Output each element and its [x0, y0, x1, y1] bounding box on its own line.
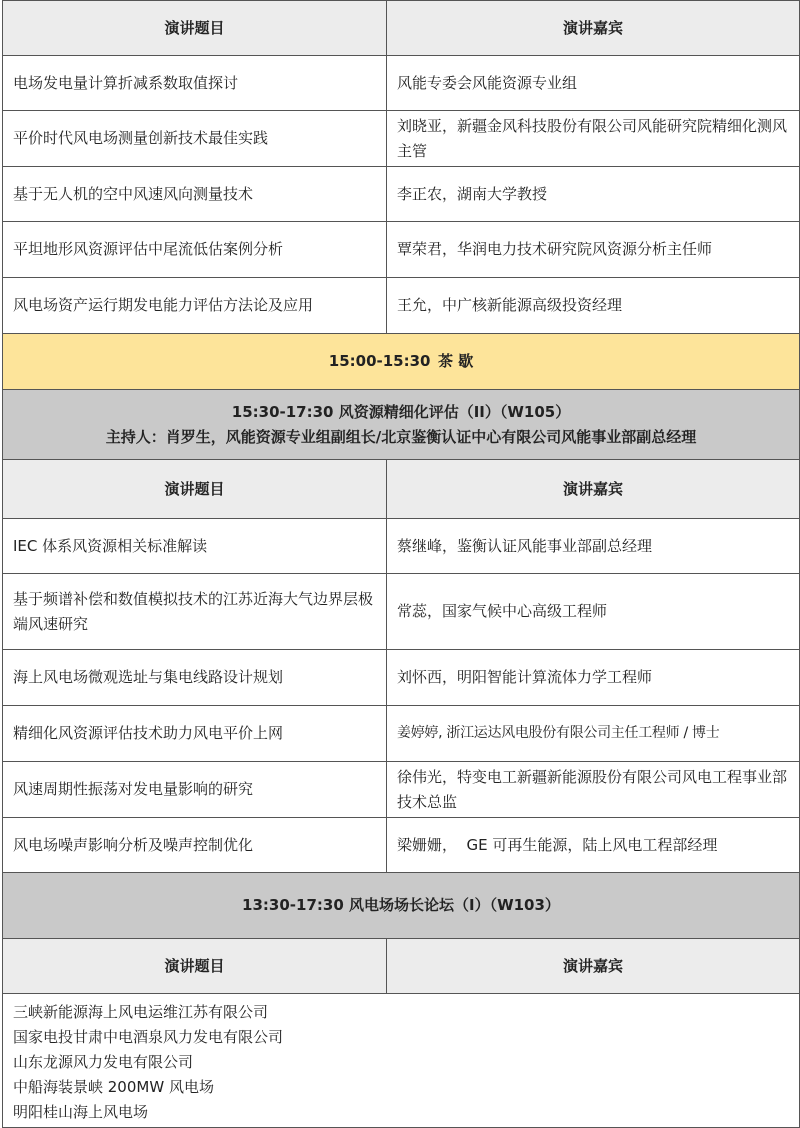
talk-topic: 精细化风资源评估技术助力风电平价上网	[3, 706, 387, 762]
speaker-header: 演讲嘉宾	[387, 939, 800, 994]
talk-topic: 风电场噪声影响分析及噪声控制优化	[3, 818, 387, 873]
talk-speaker: 覃荣君，华润电力技术研究院风资源分析主任师	[387, 222, 800, 278]
agenda-table	[2, 0, 800, 1128]
table-header-row	[3, 939, 800, 994]
talk-topic: 平坦地形风资源评估中尾流低估案例分析	[3, 222, 387, 278]
talk-topic: 电场发电量计算折减系数取值探讨	[3, 56, 387, 111]
topic-header: 演讲题目	[3, 460, 387, 519]
talk-topic: 基于频谱补偿和数值模拟技术的江苏近海大气边界层极端风速研究	[3, 574, 387, 650]
table-row	[3, 762, 800, 818]
session-header-row	[3, 390, 800, 460]
table-row	[3, 167, 800, 222]
list-item: 中船海装景峡 200MW 风电场	[13, 1078, 214, 1096]
table-row	[3, 519, 800, 574]
table-row	[3, 56, 800, 111]
tea-break-row	[3, 334, 800, 390]
topic-header: 演讲题目	[3, 1, 387, 56]
session-title: 13:30-17:30 风电场场长论坛（I）（W103）	[3, 873, 800, 939]
topic-header: 演讲题目	[3, 939, 387, 994]
table-row	[3, 650, 800, 706]
table-row	[3, 278, 800, 334]
talk-speaker: 王允，中广核新能源高级投资经理	[387, 278, 800, 334]
table-row	[3, 818, 800, 873]
table-row	[3, 111, 800, 167]
table-header-row	[3, 460, 800, 519]
list-item: 三峡新能源海上风电运维江苏有限公司	[13, 1003, 269, 1021]
talk-topic: IEC 体系风资源相关标准解读	[3, 519, 387, 574]
talk-speaker: 姜婷婷, 浙江运达风电股份有限公司主任工程师 / 博士	[387, 706, 800, 762]
talk-speaker: 刘晓亚，新疆金风科技股份有限公司风能研究院精细化测风主管	[387, 111, 800, 167]
talk-topic: 基于无人机的空中风速风向测量技术	[3, 167, 387, 222]
speaker-header: 演讲嘉宾	[387, 460, 800, 519]
table-header-row	[3, 1, 800, 56]
session-header-row	[3, 873, 800, 939]
table-row	[3, 706, 800, 762]
table-row	[3, 222, 800, 278]
session-title: 15:30-17:30 风资源精细化评估（II）（W105）	[231, 402, 571, 421]
talk-speaker: 李正农，湖南大学教授	[387, 167, 800, 222]
talk-speaker: 刘怀西，明阳智能计算流体力学工程师	[387, 650, 800, 706]
tea-break-time: 15:00-15:30	[328, 352, 431, 370]
talk-speaker: 蔡继峰，鉴衡认证风能事业部副总经理	[387, 519, 800, 574]
company-list-row	[3, 994, 800, 1128]
talk-topic: 风电场资产运行期发电能力评估方法论及应用	[3, 278, 387, 334]
talk-speaker: 风能专委会风能资源专业组	[387, 56, 800, 111]
speaker-header: 演讲嘉宾	[387, 1, 800, 56]
list-item: 明阳桂山海上风电场	[13, 1103, 149, 1121]
list-item: 国家电投甘肃中电酒泉风力发电有限公司	[13, 1028, 284, 1046]
tea-break-label: 茶 歇	[437, 352, 474, 370]
talk-topic: 风速周期性振荡对发电量影响的研究	[3, 762, 387, 818]
list-item: 山东龙源风力发电有限公司	[13, 1053, 194, 1071]
talk-speaker: 徐伟光，特变电工新疆新能源股份有限公司风电工程事业部技术总监	[387, 762, 800, 818]
talk-speaker: 梁姗姗， GE 可再生能源，陆上风电工程部经理	[387, 818, 800, 873]
table-row	[3, 574, 800, 650]
talk-topic: 海上风电场微观选址与集电线路设计规划	[3, 650, 387, 706]
talk-speaker: 常蕊，国家气候中心高级工程师	[387, 574, 800, 650]
session-host: 主持人：肖罗生，风能资源专业组副组长/北京鉴衡认证中心有限公司风能事业部副总经理	[105, 427, 697, 446]
talk-topic: 平价时代风电场测量创新技术最佳实践	[3, 111, 387, 167]
